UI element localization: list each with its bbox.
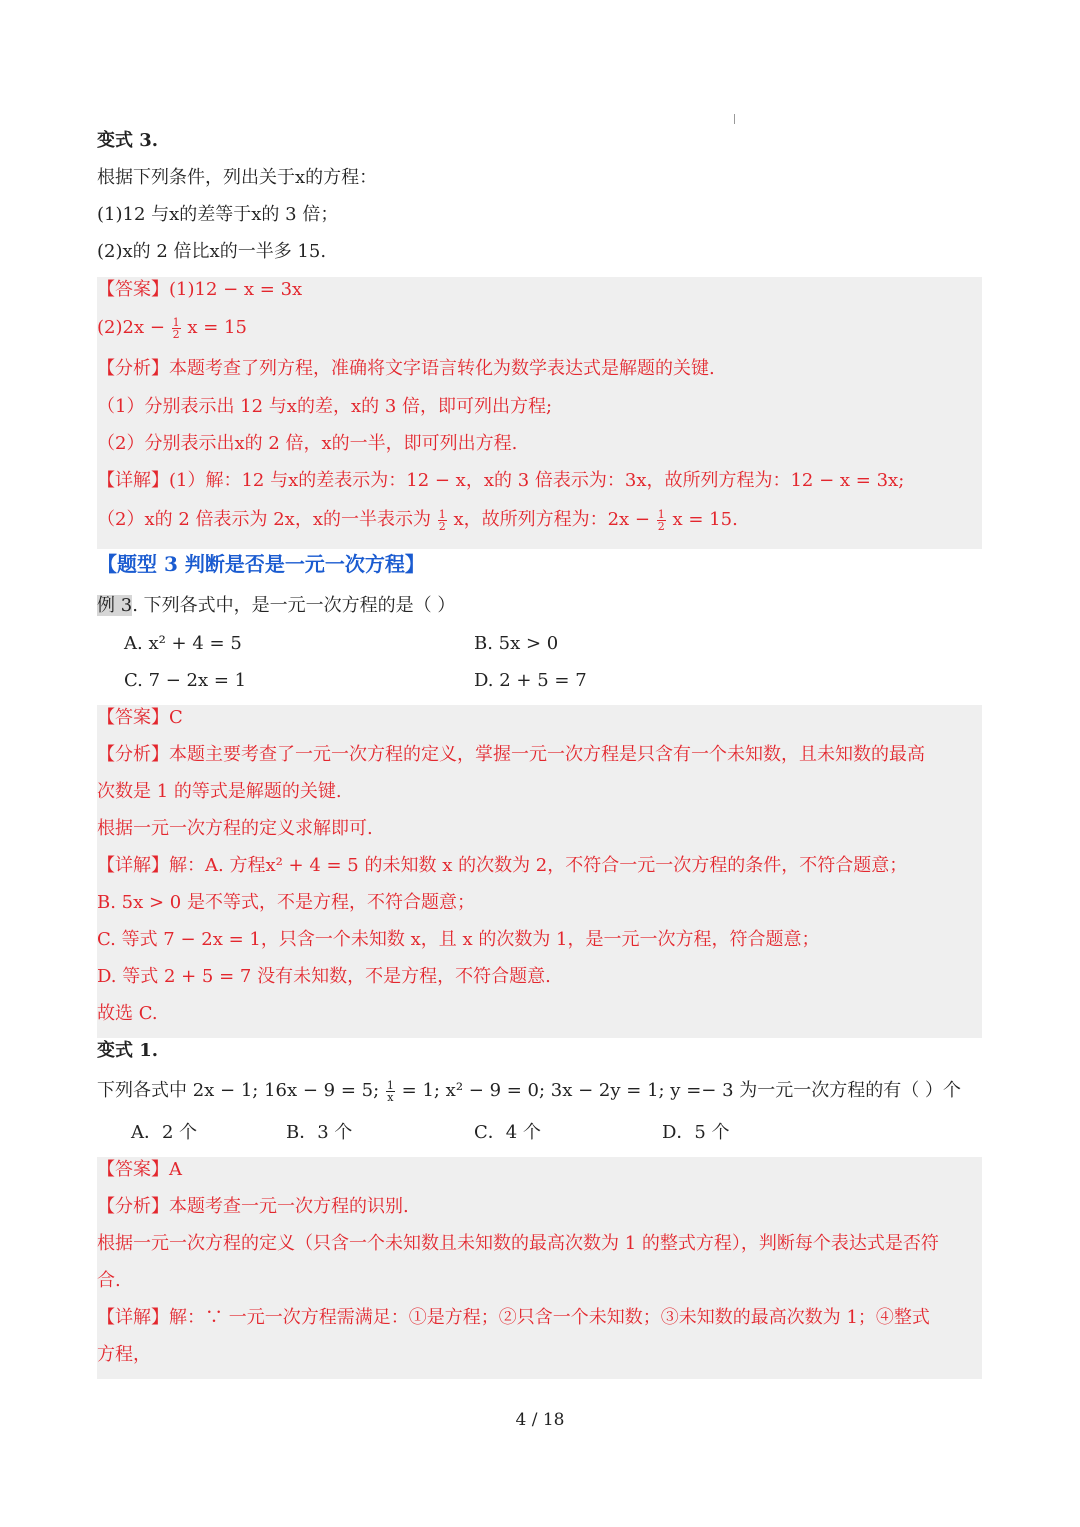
half-den-2: 2: [438, 519, 446, 533]
variant-1-answer: 【答案】A: [97, 1159, 182, 1180]
variant-3-answer2: [97, 316, 247, 340]
variant-1-analysis-l3: 合.: [97, 1270, 121, 1291]
detail2-part-a: （2）x的 2 倍表示为 2x，x的一半表示为: [97, 509, 431, 530]
detail2-part-b: x，故所列方程为：2x −: [453, 509, 651, 530]
half-num: 1: [172, 315, 180, 329]
detail2-part-c: x = 15.: [672, 509, 738, 530]
variant-3-detail2: [97, 508, 738, 532]
fraction-one-over-x: [386, 1080, 395, 1103]
variant-1-title: 变式 1.: [97, 1040, 159, 1061]
variant-1-q-part-b: = 1; x² − 9 = 0; 3x − 2y = 1; y =− 3 为一元一次方程的有（ ）个: [401, 1080, 961, 1101]
variant-3-q1: (1)12 与x的差等于x的 3 倍；: [97, 204, 339, 225]
page-mark: [734, 114, 735, 124]
example-3-conclusion: 故选 C.: [97, 1003, 158, 1024]
variant-1-question: [97, 1079, 961, 1103]
example-3-option-c: C. 7 − 2x = 1: [124, 670, 247, 691]
frac-num: 1: [386, 1078, 394, 1092]
example-3-option-a: A. x² + 4 = 5: [124, 633, 242, 654]
variant-3-intro: 根据下列条件，列出关于x的方程：: [97, 167, 378, 188]
example-3-question: [97, 594, 455, 618]
variant-1-solution-box: [97, 1157, 982, 1379]
variant-1-analysis-l2: 根据一元一次方程的定义（只含一个未知数且未知数的最高次数为 1 的整式方程），判断每个表达式是否符: [97, 1233, 939, 1254]
type-3-heading: 【题型 3 判断是否是一元一次方程】: [97, 552, 425, 576]
variant-1-option-b: B．3 个: [286, 1122, 353, 1143]
example-3-analysis-l3: 根据一元一次方程的定义求解即可.: [97, 818, 373, 839]
variant-1-detail-l1: 【详解】解：∵ 一元一次方程需满足：①是方程；②只含一个未知数；③未知数的最高次数为 1；④整式: [97, 1307, 930, 1328]
variant-1-detail-l2: 方程，: [97, 1344, 151, 1365]
variant-3-q2: (2)x的 2 倍比x的一半多 15.: [97, 241, 327, 262]
example-3-analysis-l2: 次数是 1 的等式是解题的关键.: [97, 781, 342, 802]
example-3-answer: 【答案】C: [97, 707, 183, 728]
variant-3-detail1: 【详解】(1）解：12 与x的差表示为：12 − x，x的 3 倍表示为：3x，故所列方程为：12 − x = 3x;: [97, 470, 905, 491]
answer2-part-b: x = 15: [187, 317, 247, 338]
page-number: 4 / 18: [515, 1410, 565, 1430]
example-3-detail-b: B. 5x > 0 是不等式，不是方程，不符合题意；: [97, 892, 475, 913]
variant-3-analysis1: （1）分别表示出 12 与x的差，x的 3 倍，即可列出方程;: [97, 396, 553, 417]
example-3-detail-a: 【详解】解：A. 方程x² + 4 = 5 的未知数 x 的次数为 2，不符合一元一次方程的条件，不符合题意；: [97, 855, 908, 876]
variant-3-answer1: 【答案】(1)12 − x = 3x: [97, 279, 303, 300]
variant-3-analysis2: （2）分别表示出x的 2 倍，x的一半，即可列出方程.: [97, 433, 518, 454]
variant-1-option-d: D．5 个: [662, 1122, 730, 1143]
variant-3-analysis: 【分析】本题考查了列方程，准确将文字语言转化为数学表达式是解题的关键.: [97, 358, 715, 379]
variant-1-analysis: 【分析】本题考查一元一次方程的识别.: [97, 1196, 409, 1217]
variant-1-option-a: A．2 个: [131, 1122, 198, 1143]
example-3-detail-d: D. 等式 2 + 5 = 7 没有未知数，不是方程，不符合题意.: [97, 966, 551, 987]
variant-1-option-c: C．4 个: [474, 1122, 541, 1143]
half-num-2: 1: [438, 507, 446, 521]
example-3-option-d: D. 2 + 5 = 7: [474, 670, 587, 691]
example-3-detail-c: C. 等式 7 − 2x = 1，只含一个未知数 x，且 x 的次数为 1，是一元一次方程，符合题意；: [97, 929, 820, 950]
example-3-analysis-l1: 【分析】本题主要考查了一元一次方程的定义，掌握一元一次方程是只含有一个未知数，且未知数的最高: [97, 744, 925, 765]
half-den: 2: [172, 327, 180, 341]
variant-3-title: 变式 3.: [97, 130, 159, 151]
half-den-3: 2: [657, 519, 665, 533]
example-3-text: . 下列各式中，是一元一次方程的是（ ）: [132, 595, 456, 616]
fraction-half: [172, 317, 181, 340]
example-3-label: 例 3: [97, 595, 133, 616]
answer2-part-a: (2)2x −: [97, 317, 165, 338]
example-3-option-b: B. 5x > 0: [474, 633, 559, 654]
fraction-half-3: [657, 509, 666, 532]
frac-den: x: [387, 1090, 394, 1104]
variant-1-q-part-a: 下列各式中 2x − 1; 16x − 9 = 5;: [97, 1080, 380, 1101]
fraction-half-2: [438, 509, 447, 532]
half-num-3: 1: [657, 507, 665, 521]
